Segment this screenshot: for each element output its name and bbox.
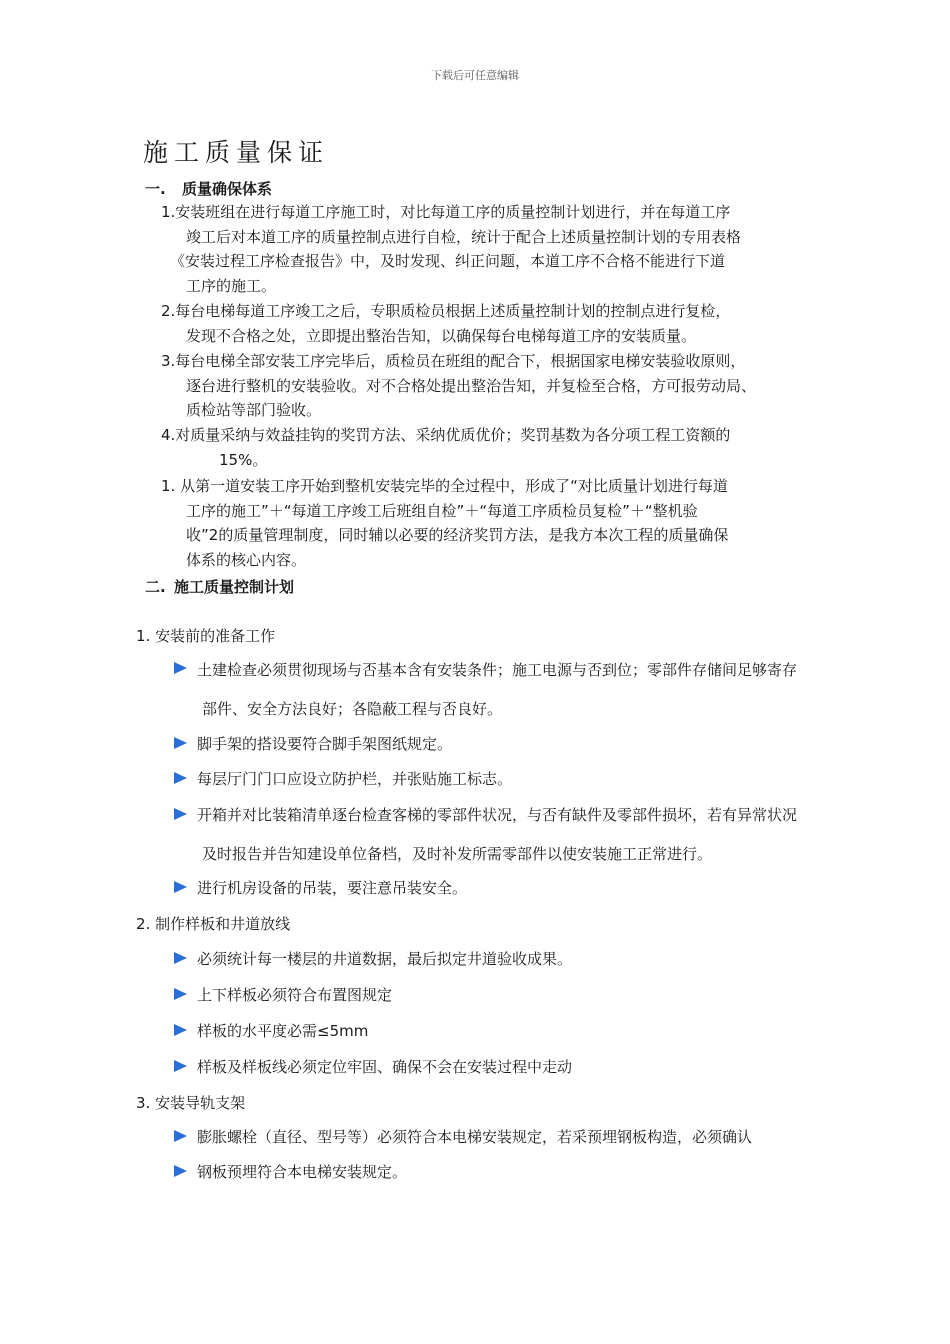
section1-heading: 质量确保体系	[182, 180, 273, 198]
section1-item-3	[161, 349, 756, 423]
triangle-bullet-icon	[174, 881, 187, 893]
item-line: 收”2的质量管理制度，同时辅以必要的经济奖罚方法，是我方本次工程的质量确保	[186, 526, 729, 545]
triangle-bullet-icon	[174, 1165, 187, 1177]
section1-item-2	[161, 299, 730, 348]
item-line: 工序的施工。	[186, 276, 277, 295]
bullet-text: 脚手架的搭设要符合脚手架图纸规定。	[197, 735, 453, 753]
triangle-bullet-icon	[174, 808, 187, 820]
item-line: 体系的核心内容。	[186, 550, 307, 569]
bullet-text: 钢板预埋符合本电梯安装规定。	[197, 1163, 408, 1181]
bullet-text: 上下样板必须符合布置图规定	[197, 986, 393, 1004]
section2-number: 二.	[145, 578, 166, 596]
section1-item-1	[161, 200, 741, 298]
group-label-1: 1. 安装前的准备工作	[136, 627, 276, 645]
triangle-bullet-icon	[174, 1060, 187, 1072]
bullet-text: 样板的水平度必需≤5mm	[197, 1022, 369, 1040]
bullet-text: 部件、安全方法良好；各隐蔽工程与否良好。	[202, 700, 503, 718]
group-label-2: 2. 制作样板和井道放线	[136, 915, 291, 933]
bullet-text: 膨胀螺栓（直径、型号等）必须符合本电梯安装规定，若采预埋钢板构造，必须确认	[197, 1128, 753, 1146]
item-line: 逐台进行整机的安装验收。对不合格处提出整治告知，并复检至合格，方可报劳动局、	[186, 376, 757, 395]
triangle-bullet-icon	[174, 988, 187, 1000]
section1-item-4	[161, 423, 730, 472]
triangle-bullet-icon	[174, 1024, 187, 1036]
item-line: 3.每台电梯全部安装工序完毕后，质检员在班组的配合下，根据国家电梯安装验收原则，	[161, 352, 746, 370]
section2-heading: 施工质量控制计划	[174, 578, 295, 596]
bullet-text: 开箱并对比装箱清单逐台检查客梯的零部件状况，与否有缺件及零部件损坏，若有异常状况	[197, 806, 798, 824]
item-line: 4.对质量采纳与效益挂钩的奖罚方法、采纳优质优价；奖罚基数为各分项工程工资额的	[161, 426, 731, 444]
bullet-text: 及时报告并告知建设单位备档，及时补发所需零部件以使安装施工正常进行。	[202, 845, 713, 863]
item-line: 竣工后对本道工序的质量控制点进行自检，统计于配合上述质量控制计划的专用表格	[186, 227, 742, 246]
bullet-text: 每层厅门门口应设立防护栏，并张贴施工标志。	[197, 770, 513, 788]
triangle-bullet-icon	[174, 662, 187, 674]
item-line: 15%。	[219, 450, 268, 469]
item-line: 发现不合格之处，立即提出整治告知，以确保每台电梯每道工序的安装质量。	[186, 326, 697, 345]
item-line: 1.安装班组在进行每道工序施工时，对比每道工序的质量控制计划进行，并在每道工序	[161, 203, 731, 221]
section1-number: 一.	[145, 180, 166, 198]
triangle-bullet-icon	[174, 772, 187, 784]
triangle-bullet-icon	[174, 952, 187, 964]
triangle-bullet-icon	[174, 737, 187, 749]
page-header: 下载后可任意编辑	[431, 69, 519, 82]
bullet-text: 进行机房设备的吊装，要注意吊装安全。	[197, 879, 468, 897]
bullet-text: 样板及样板线必须定位牢固、确保不会在安装过程中走动	[197, 1058, 573, 1076]
section1-item-5	[161, 474, 728, 572]
item-line: 工序的施工”＋“每道工序竣工后班组自检”＋“每道工序质检员复检”＋“整机验	[186, 501, 698, 520]
page-title: 施工质量保证	[143, 138, 330, 167]
bullet-text: 必须统计每一楼层的井道数据，最后拟定井道验收成果。	[197, 950, 573, 968]
item-line: 质检站等部门验收。	[186, 401, 322, 420]
bullet-text: 土建检查必须贯彻现场与否基本含有安装条件；施工电源与否到位；零部件存储间足够寄存	[197, 661, 798, 679]
item-line: 1. 从第一道安装工序开始到整机安装完毕的全过程中，形成了“对比质量计划进行每道	[161, 477, 728, 495]
item-line: 《安装过程工序检查报告》中，及时发现、纠正问题，本道工序不合格不能进行下道	[170, 252, 726, 271]
group-label-3: 3. 安装导轨支架	[136, 1094, 246, 1112]
triangle-bullet-icon	[174, 1130, 187, 1142]
item-line: 2.每台电梯每道工序竣工之后，专职质检员根据上述质量控制计划的控制点进行复检，	[161, 302, 731, 320]
